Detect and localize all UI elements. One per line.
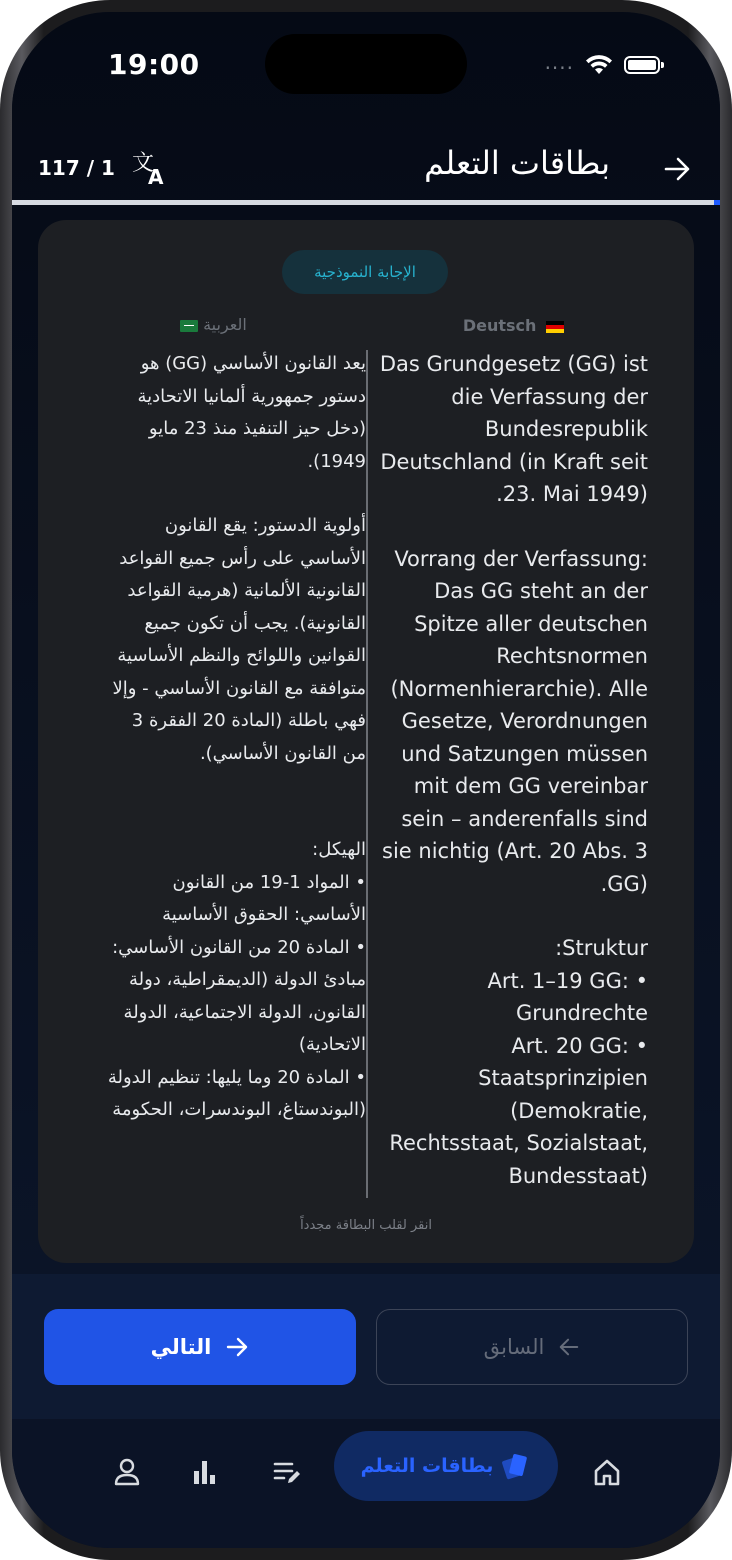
lang-label-german-text: Deutsch (462, 316, 537, 335)
lang-label-german (463, 316, 564, 335)
tab-flashcards-label: بطاقات التعلم (360, 1455, 494, 1477)
column-divider (366, 350, 368, 1198)
tab-bar (12, 1419, 720, 1548)
flashcard[interactable] (38, 220, 694, 1263)
arabic-paragraph: أولوية الدستور: يقع القانون الأساسي على رأس جميع القواعد القانونية الألمانية (هرمية القواعد القانونية). يجب أن تكون جميع القوانين واللوائح والنظم الأساسية متوافقة مع القانون الأساسي - وإلا فهي باطلة (المادة 20 الفقرة 3 من القانون الأساسي). (112, 515, 366, 764)
german-structure-title: Struktur: (555, 936, 648, 960)
flip-hint: انقر لقلب البطاقة مجدداً (300, 1218, 432, 1233)
screen (12, 12, 720, 1548)
dynamic-island (265, 34, 467, 94)
page-title: بطاقات التعلم (424, 144, 610, 182)
home-icon (592, 1457, 622, 1487)
signal-icon: .... (544, 50, 574, 74)
answer-badge: الإجابة النموذجية (282, 250, 448, 294)
german-paragraph: Vorrang der Verfassung: Das GG steht an der Spitze aller deutschen Rechtsnormen (Normenhierarchie). Alle Gesetze, Verordnungen und Satzungen müssen mit dem GG vereinbar sein – anderenfalls sind sie nichtig (Art. 20 Abs. 3 GG). (382, 546, 648, 896)
tab-exercises[interactable] (262, 1447, 312, 1497)
back-arrow-icon[interactable] (662, 154, 692, 184)
list-edit-icon (272, 1457, 302, 1487)
progress-bar (12, 200, 720, 205)
saudi-flag-icon (180, 320, 198, 332)
arabic-paragraph: يعد القانون الأساسي (GG) هو دستور جمهورية ألمانيا الاتحادية (دخل حيز التنفيذ منذ 23 مايو 1949). (137, 353, 366, 472)
arabic-column (104, 348, 366, 1198)
german-structure-item: • Art. 1–19 GG: Grundrechte (487, 968, 648, 1025)
translate-icon[interactable] (130, 148, 170, 188)
arrow-right-icon (225, 1335, 249, 1359)
german-column (378, 348, 648, 1198)
tab-flashcards[interactable] (334, 1431, 558, 1501)
user-icon (112, 1457, 142, 1487)
arabic-structure-title: الهيكل: (312, 839, 366, 860)
header (12, 132, 720, 202)
arabic-structure-item: • المادة 20 وما يليها: تنظيم الدولة (البوندستاغ، البوندسرات، الحكومة (107, 1066, 366, 1120)
tab-profile[interactable] (102, 1447, 152, 1497)
status-time: 19:00 (108, 48, 200, 81)
german-paragraph: Das Grundgesetz (GG) ist die Verfassung der Bundesrepublik Deutschland (in Kraft seit 23. Mai 1949). (379, 352, 648, 506)
arrow-left-icon (558, 1336, 580, 1358)
german-flag-icon (546, 321, 564, 333)
navigation-buttons (12, 1274, 720, 1419)
battery-icon (624, 56, 660, 74)
status-icons (545, 52, 660, 78)
arabic-structure-item: • المواد 1-19 من القانون الأساسي: الحقوق الأساسية (162, 871, 366, 925)
previous-button-label: السابق (483, 1335, 545, 1359)
lang-label-arabic-text: العربية (203, 315, 247, 334)
cards-icon (501, 1451, 531, 1481)
svg-text:文: 文 (132, 151, 155, 176)
next-button[interactable] (44, 1309, 356, 1385)
wifi-icon (584, 54, 614, 76)
card-counter: 117 / 1 (38, 156, 115, 180)
next-button-label: التالي (150, 1335, 212, 1359)
svg-text:A: A (148, 165, 164, 188)
progress-fill (714, 200, 720, 205)
tab-home[interactable] (582, 1447, 632, 1497)
german-structure-item: • Art. 20 GG: Staatsprinzipien (Demokratie, Rechtsstaat, Sozialstaat, Bundesstaat) (389, 1033, 648, 1188)
bar-chart-icon (190, 1457, 220, 1487)
lang-label-arabic (176, 315, 247, 334)
arabic-structure-item: • المادة 20 من القانون الأساسي: مبادئ الدولة (الديمقراطية، دولة القانون، الدولة الاجتماعية، الدولة الاتحادية) (112, 936, 366, 1055)
tab-statistics[interactable] (180, 1447, 230, 1497)
previous-button[interactable] (376, 1309, 688, 1385)
